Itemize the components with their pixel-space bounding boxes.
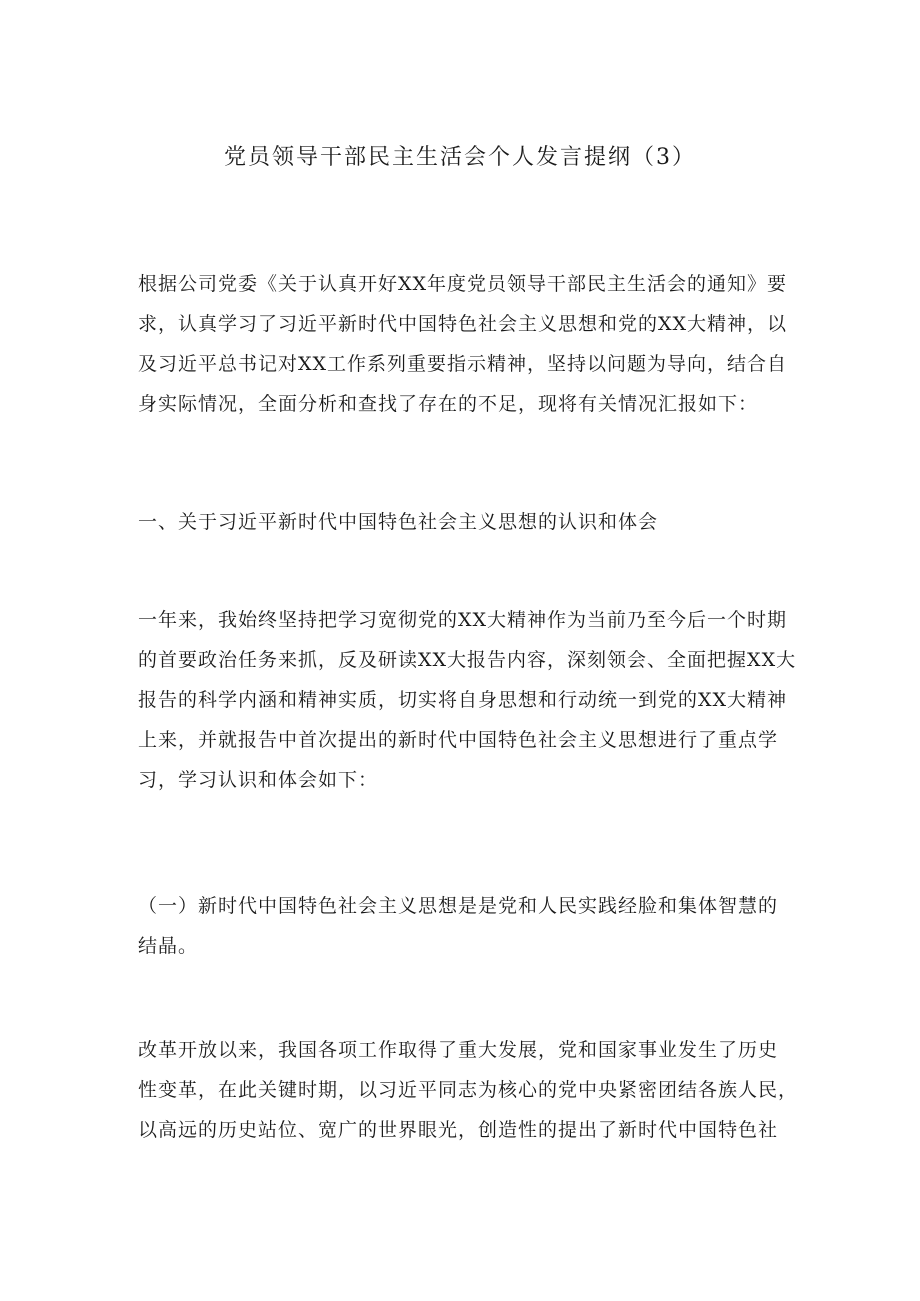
subsection-line: （一）新时代中国特色社会主义思想是是党和人民实践经脸和集体智慧的: [138, 895, 779, 917]
section-1-heading: 一、关于习近平新时代中国特色社会主义思想的认识和体会: [138, 511, 659, 533]
section-1-paragraph: [138, 600, 797, 800]
intro-line: 求，认真学习了习近平新时代中国特色社会主义思想和党的XX大精神，以: [138, 313, 788, 335]
paragraph-line: 习，学习认识和体会如下：: [138, 769, 379, 791]
paragraph-line: 报告的科学内涵和精神实质，切实将自身思想和行动统一到党的XX大精神: [138, 689, 788, 711]
paragraph-line: 上来，并就报告中首次提出的新时代中国特色社会主义思想进行了重点学: [138, 729, 779, 751]
paragraph-line: 的首要政治任务来抓，反及研读XX大报告内容，深刻领会、全面把握XX大: [138, 649, 797, 671]
paragraph-line: 性变革，在此关键时期，以习近平同志为核心的党中央紧密团结各族人民，: [138, 1079, 799, 1101]
subsection-1-heading: [138, 886, 786, 966]
paragraph-line: 一年来，我始终坚持把学习宽彻党的XX大精神作为当前乃至今后一个时期: [138, 609, 788, 631]
intro-paragraph: [138, 264, 786, 424]
intro-line: 根据公司党委《关于认真开好XX年度党员领导干部民主生活会的通知》要: [138, 273, 788, 295]
paragraph-line: 改革开放以来，我国各项工作取得了重大发展，党和国家事业发生了历史: [138, 1039, 779, 1061]
document-title: 党员领导干部民主生活会个人发言提纲（3）: [224, 145, 696, 170]
subsection-line: 结晶。: [138, 935, 199, 957]
intro-line: 身实际情况，全面分析和查找了存在的不足，现将有关情况汇报如下：: [138, 393, 759, 415]
paragraph-line: 以高远的历史站位、宽广的世界眼光，创造性的提出了新时代中国特色社: [138, 1119, 779, 1141]
subsection-1-paragraph: [138, 1030, 799, 1150]
intro-line: 及习近平总书记对XX工作系列重要指示精神，坚持以问题为导向，结合自: [138, 353, 788, 375]
